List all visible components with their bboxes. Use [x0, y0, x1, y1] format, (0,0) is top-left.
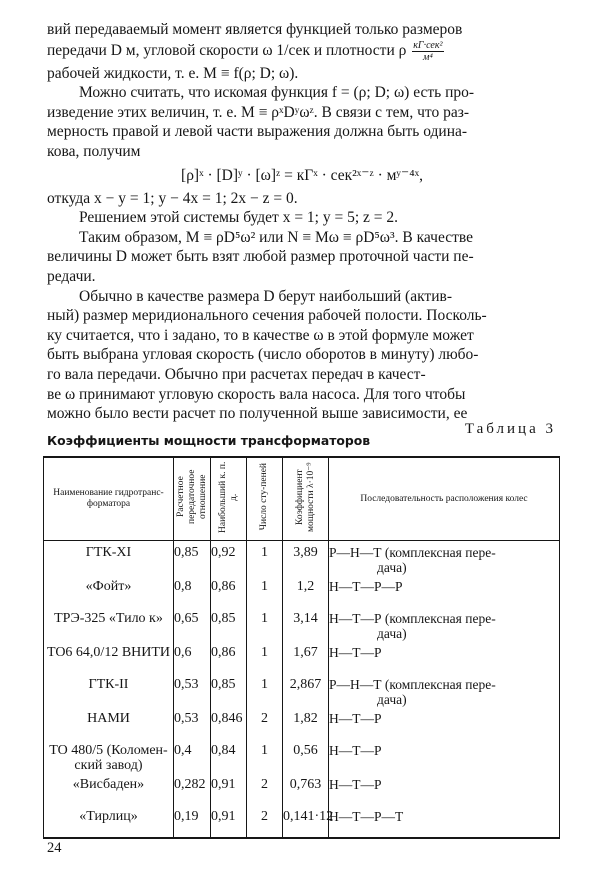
cell-power-coef: 0,56 — [283, 739, 329, 773]
table-row — [44, 673, 560, 707]
text-line: рабочей жидкости, т. е. M ≡ f(ρ; D; ω). — [47, 64, 299, 82]
cell-sequence: Н—Т—Р—Т — [329, 805, 560, 838]
text-line: вий передаваемый момент является функцией только размеров — [47, 21, 463, 38]
text-line: мерность правой и левой части выражения должна быть одина- — [47, 123, 468, 141]
col-header-sequence: Последовательность расположения колес — [329, 457, 560, 541]
text-line: Таким образом, M ≡ ρD⁵ω² или N ≡ Mω ≡ ρD⁵ω³. В качестве — [79, 228, 473, 246]
text-line: Обычно в качестве размера D берут наибольший (актив- — [79, 287, 452, 305]
text-line: редачи. — [47, 267, 96, 285]
cell-efficiency: 0,846 — [211, 707, 247, 739]
cell-power-coef: 3,89 — [283, 541, 329, 576]
col-header-name: Наименование гидротранс-форматора — [44, 457, 174, 541]
col-header-efficiency: Наибольший к. п. д. — [211, 457, 247, 541]
text-line: быть выбрана угловая скорость (число оборотов в минуту) любо- — [47, 346, 479, 364]
cell-efficiency: 0,85 — [211, 673, 247, 707]
cell-sequence: Н—Т—Р — [329, 739, 560, 773]
table-row — [44, 805, 560, 838]
cell-power-coef: 1,2 — [283, 575, 329, 607]
cell-efficiency: 0,85 — [211, 607, 247, 641]
table-row — [44, 575, 560, 607]
cell-stages: 1 — [247, 575, 283, 607]
cell-name: НАМИ — [44, 707, 174, 739]
cell-ratio: 0,53 — [174, 707, 211, 739]
text-line: ве ω принимают угловую скорость вала насоса. Для того чтобы — [47, 385, 466, 403]
table-row — [44, 607, 560, 641]
cell-efficiency: 0,86 — [211, 575, 247, 607]
table-caption: Коэффициенты мощности трансформаторов — [47, 433, 371, 448]
cell-efficiency: 0,91 — [211, 805, 247, 838]
table-row — [44, 739, 560, 773]
cell-stages: 2 — [247, 773, 283, 805]
table-row — [44, 541, 560, 576]
cell-name: «Фойт» — [44, 575, 174, 607]
col-header-ratio: Расчетное передаточное отношение — [174, 457, 211, 541]
cell-efficiency: 0,92 — [211, 541, 247, 576]
cell-name: ТРЭ-325 «Тило к» — [44, 607, 174, 641]
cell-sequence: Р—Н—Т (комплексная пере- дача) — [329, 541, 560, 576]
text-line: Можно считать, что искомая функция f = (ρ; D; ω) есть про- — [79, 84, 475, 102]
cell-ratio: 0,85 — [174, 541, 211, 576]
cell-power-coef: 3,14 — [283, 607, 329, 641]
cell-sequence: Н—Т—Р—Р — [329, 575, 560, 607]
text-line: кова, получим — [47, 142, 141, 160]
cell-sequence: Н—Т—Р (комплексная пере- дача) — [329, 607, 560, 641]
cell-name: ТО 480/5 (Коломен-ский завод) — [44, 739, 174, 773]
cell-ratio: 0,8 — [174, 575, 211, 607]
cell-efficiency: 0,84 — [211, 739, 247, 773]
cell-stages: 1 — [247, 541, 283, 576]
text-line: можно было вести расчет по полученной выше зависимости, ее — [47, 405, 468, 423]
text-line: величины D может быть взят любой размер проточной части пе- — [47, 248, 474, 266]
table-header-row — [44, 457, 560, 541]
body-text — [47, 20, 557, 443]
table-row — [44, 773, 560, 805]
cell-power-coef: 1,82 — [283, 707, 329, 739]
text-line: ный) размер меридионального сечения рабочей полости. Посколь- — [47, 307, 487, 325]
text-line: откуда x − y = 1; y − 4x = 1; 2x − z = 0. — [47, 189, 298, 207]
cell-sequence: Р—Н—Т (комплексная пере- дача) — [329, 673, 560, 707]
table-number: Таблица 3 — [464, 421, 556, 437]
cell-stages: 2 — [247, 805, 283, 838]
cell-stages: 2 — [247, 707, 283, 739]
cell-ratio: 0,6 — [174, 641, 211, 673]
text-line: Решением этой системы будет x = 1; y = 5; z = 2. — [79, 209, 399, 227]
cell-efficiency: 0,91 — [211, 773, 247, 805]
cell-stages: 1 — [247, 607, 283, 641]
cell-power-coef: 1,67 — [283, 641, 329, 673]
cell-sequence: Н—Т—Р — [329, 641, 560, 673]
cell-ratio: 0,65 — [174, 607, 211, 641]
cell-stages: 1 — [247, 673, 283, 707]
page-number: 24 — [47, 840, 62, 856]
cell-ratio: 0,4 — [174, 739, 211, 773]
formula: [ρ]ˣ · [D]ʸ · [ω]ᶻ = кГˣ · сек²ˣ⁻ᶻ · мʸ⁻⁴ˣ, — [181, 166, 423, 184]
cell-name: ТО6 64,0/12 ВНИТИ — [44, 641, 174, 673]
cell-power-coef: 0,763 — [283, 773, 329, 805]
cell-power-coef: 2,867 — [283, 673, 329, 707]
text-line: передачи D м, угловой скорости ω 1/сек и плотности ρ $\frac{\text{кГ·сек²}}{\text{м⁴}}$ — [47, 39, 443, 63]
cell-ratio: 0,53 — [174, 673, 211, 707]
cell-name: «Висбаден» — [44, 773, 174, 805]
text-line: го вала передачи. Обычно при расчетах передач в качест- — [47, 365, 426, 383]
cell-sequence: Н—Т—Р — [329, 773, 560, 805]
cell-name: ГТК-II — [44, 673, 174, 707]
cell-stages: 1 — [247, 739, 283, 773]
col-header-power-coef: Коэффициент мощности λ·10⁻⁹ — [283, 457, 329, 541]
cell-sequence: Н—Т—Р — [329, 707, 560, 739]
cell-ratio: 0,282 — [174, 773, 211, 805]
text-line: ку считается, что i задано, то в качестве ω в этой формуле может — [47, 326, 474, 344]
transformer-table — [43, 456, 560, 839]
text-line: изведение этих величин, т. е. M ≡ ρˣDʸωᶻ. В связи с тем, что раз- — [47, 103, 470, 121]
cell-stages: 1 — [247, 641, 283, 673]
cell-name: «Тирлиц» — [44, 805, 174, 838]
units-fraction: $\frac{\text{кГ·сек²}}{\text{м⁴}}$ — [413, 39, 443, 63]
cell-efficiency: 0,86 — [211, 641, 247, 673]
table-row — [44, 707, 560, 739]
col-header-stages: Число сту-пеней — [247, 457, 283, 541]
cell-power-coef: 0,141·12 — [283, 805, 329, 838]
cell-name: ГТК-XI — [44, 541, 174, 576]
cell-ratio: 0,19 — [174, 805, 211, 838]
table-row — [44, 641, 560, 673]
